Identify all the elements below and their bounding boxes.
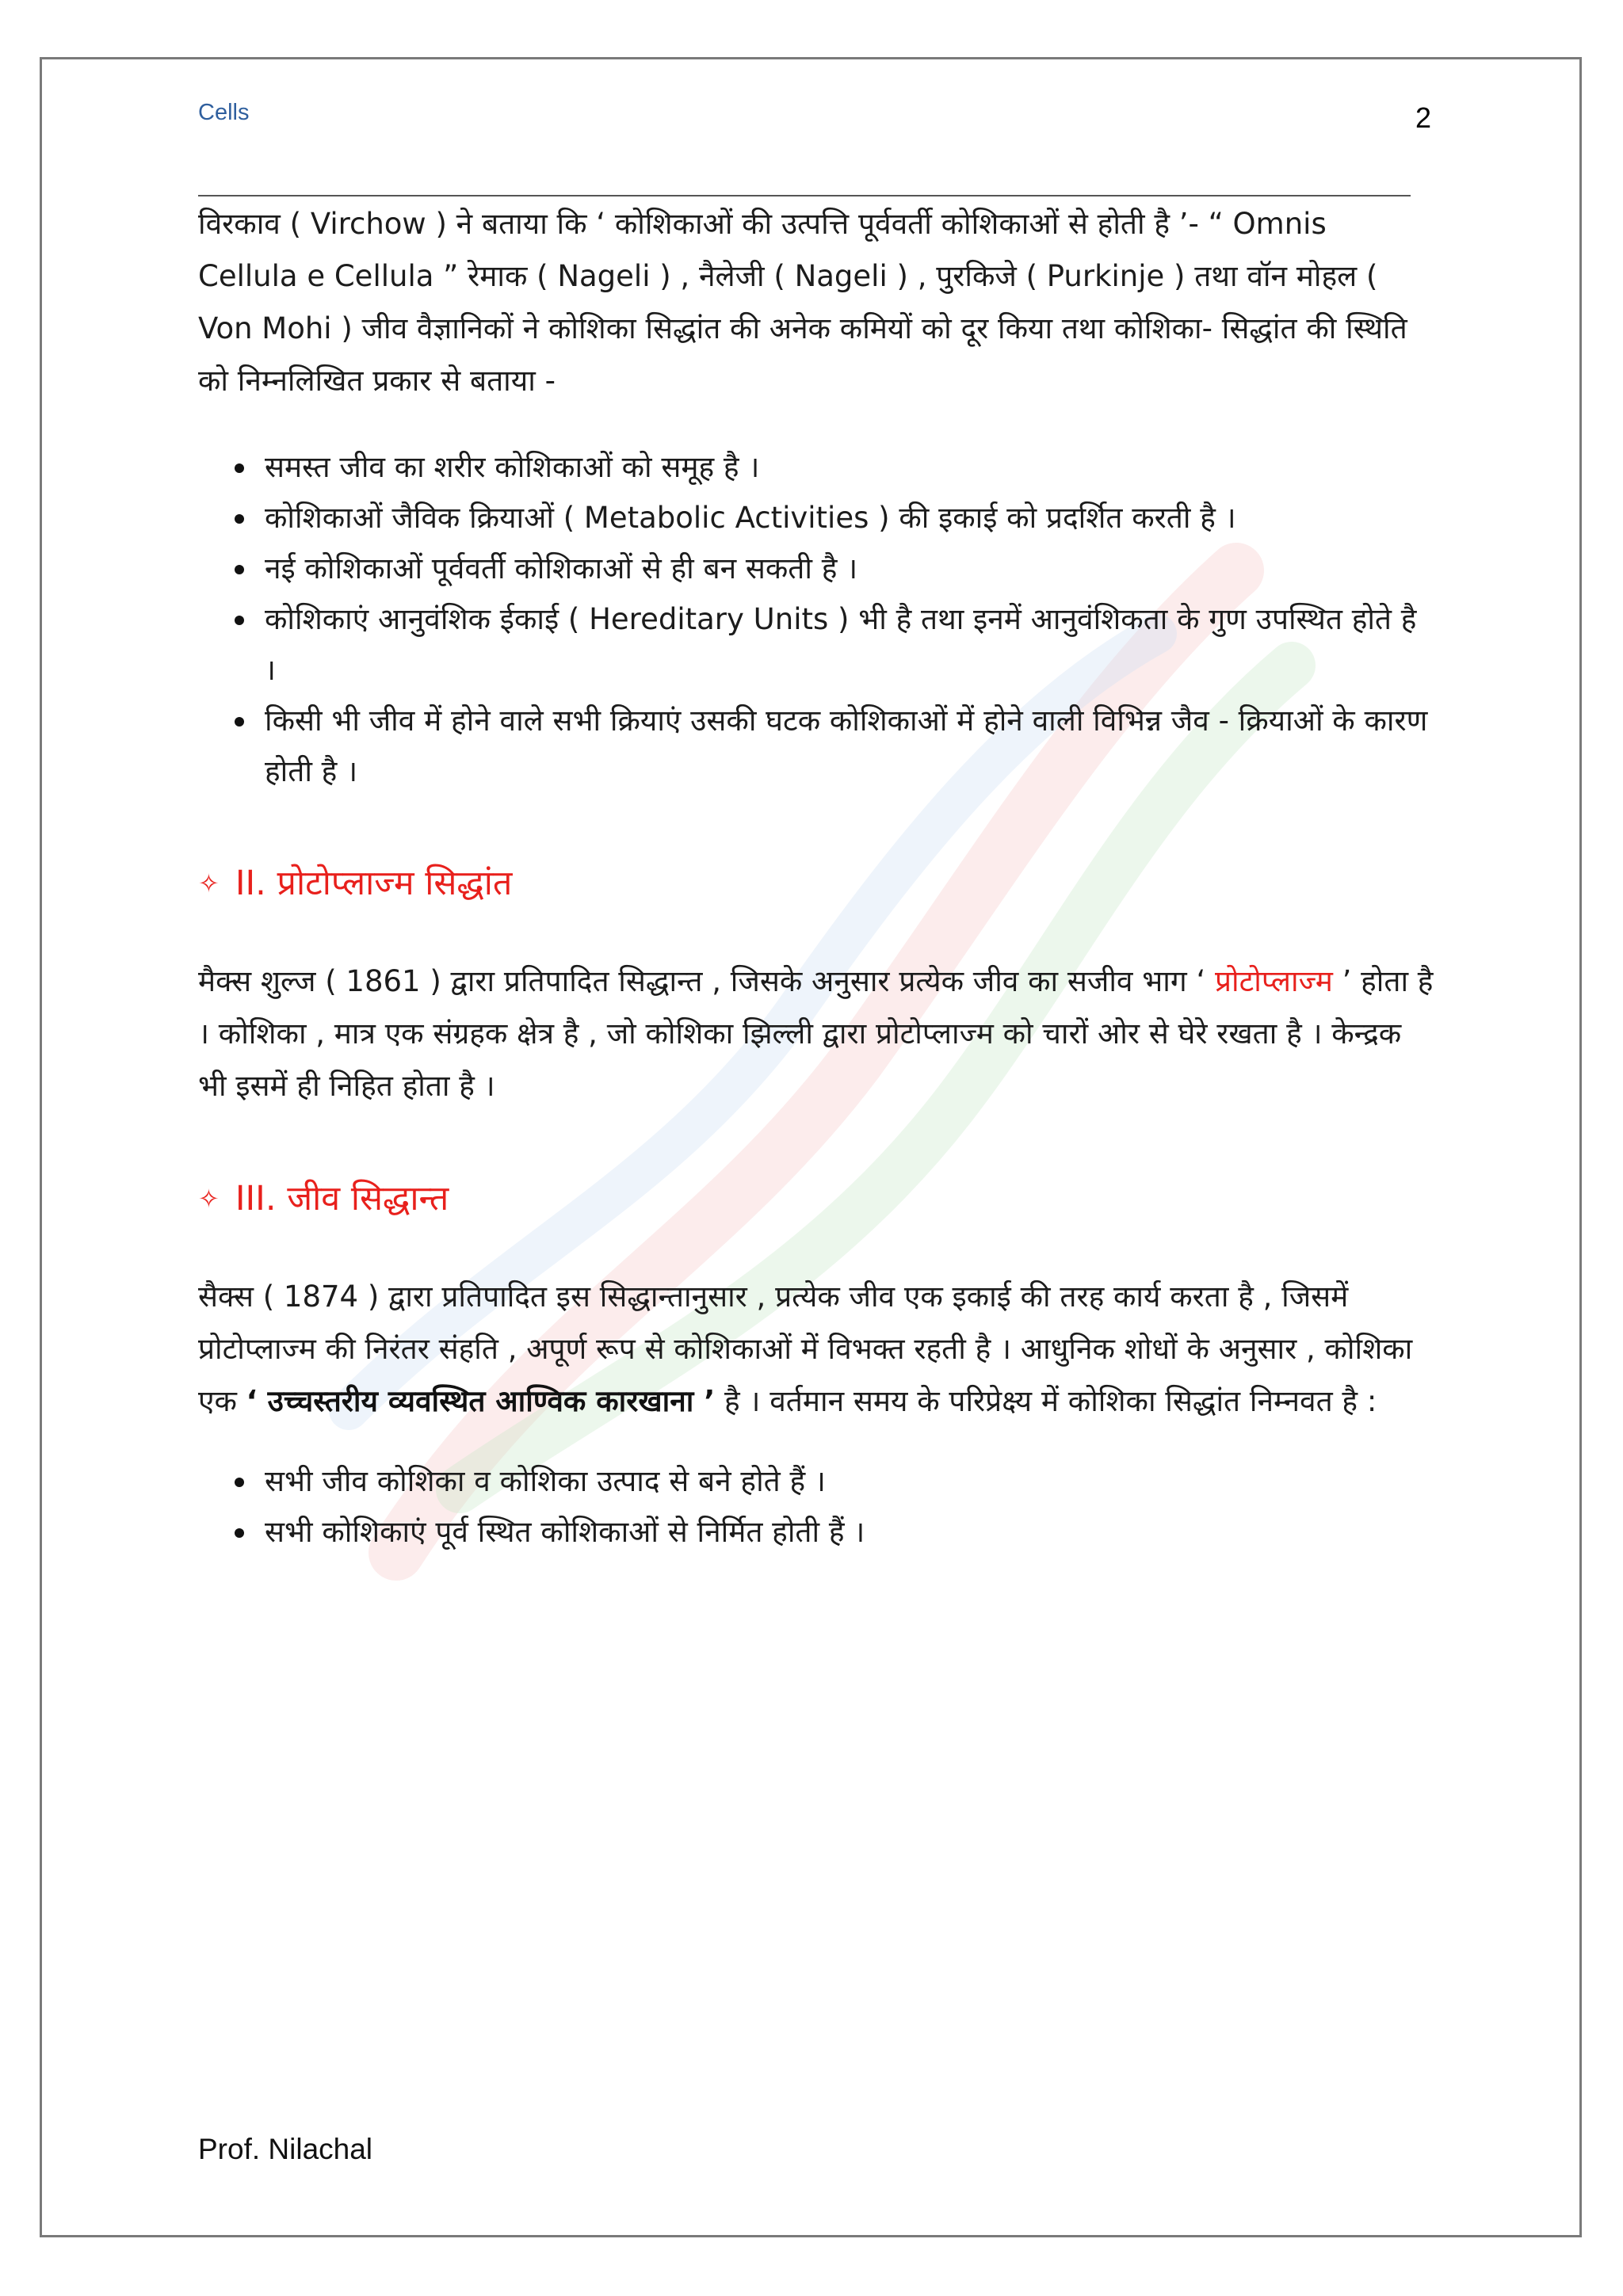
intro-paragraph: विरकाव ( Virchow ) ने बताया कि ‘ कोशिकाओं की उत्पत्ति पूर्ववर्ती कोशिकाओं से होती है ’- “ Omnis Cellula e Cellula ” रेमाक ( Nageli ) , नैलेजी ( Nageli ) , पुरकिजे ( Purkinje ) तथा वॉन मोहल ( Von Mohi ) जीव वैज्ञानिकों ने कोशिका सिद्धांत की अनेक कमियों को दूर किया तथा कोशिका- सिद्धांत की स्थिति को निम्नलिखित प्रकार से बताया - [198, 207, 1407, 398]
bullet-icon [235, 514, 244, 524]
list-item-text: किसी भी जीव में होने वाले सभी क्रियाएं उसकी घटक कोशिकाओं में होने वाली विभिन्न जैव - क्रियाओं के कारण होती है । [265, 704, 1428, 788]
bullet-icon [235, 565, 244, 574]
section-heading-text: II. प्रोटोप्लाज्म सिद्धांत [235, 864, 513, 903]
paragraph-text: ’ होता है । कोशिका , मात्र एक संग्रहक क्षेत्र है , जो कोशिका झिल्ली द्वारा प्रोटोप्लाज्म को चारों ओर से घेरे रखता है । केन्द्रक भी इसमें ही निहित होता है । [198, 964, 1434, 1103]
paragraph-text: मैक्स शुल्ज ( 1861 ) द्वारा प्रतिपादित सिद्धान्त , जिसके अनुसार प्रत्येक जीव का सजीव भाग ‘ [198, 964, 1215, 998]
list-item-text: नई कोशिकाओं पूर्ववर्ती कोशिकाओं से ही बन सकती है । [265, 551, 858, 585]
section-heading-text: III. जीव सिद्धान्त [235, 1179, 449, 1219]
organismal-paragraph [198, 1271, 1434, 1428]
page-number: 2 [1415, 101, 1432, 134]
bold-phrase: ‘ उच्चस्तरीय व्यवस्थित आण्विक कारखाना ’ [246, 1384, 716, 1418]
list-item [198, 594, 1434, 696]
list-item [198, 696, 1434, 797]
bullet-icon [235, 463, 244, 473]
list-item [198, 1456, 1434, 1507]
bullet-icon [235, 717, 244, 727]
diamond-icon: ✧ [198, 868, 220, 898]
page-content [198, 195, 1434, 1558]
list-item-text: समस्त जीव का शरीर कोशिकाओं को समूह है । [265, 450, 760, 484]
list-item-text: कोशिकाओं जैविक क्रियाओं ( Metabolic Activities ) की इकाई को प्रदर्शित करती है । [265, 501, 1236, 535]
cell-theory-list [198, 442, 1434, 797]
list-item [198, 442, 1434, 493]
highlight-term: प्रोटोप्लाज्म [1214, 964, 1333, 998]
bullet-icon [235, 1478, 244, 1487]
header-title: Cells [198, 100, 250, 125]
list-item-text: सभी कोशिकाएं पूर्व स्थित कोशिकाओं से निर्मित होती हैं । [265, 1515, 865, 1549]
list-item-text: कोशिकाएं आनुवंशिक ईकाई ( Hereditary Units ) भी है तथा इनमें आनुवंशिकता के गुण उपस्थित होते है । [265, 602, 1417, 687]
bullet-icon [235, 616, 244, 625]
paragraph-text: है । वर्तमान समय के परिप्रेक्ष्य में कोशिका सिद्धांत निम्नवत है : [715, 1384, 1377, 1418]
list-item-text: सभी जीव कोशिका व कोशिका उत्पाद से बने होते हैं । [265, 1464, 826, 1498]
modern-cell-theory-list [198, 1456, 1434, 1558]
list-item [198, 1507, 1434, 1558]
list-item [198, 543, 1434, 594]
paragraph-text: सैक्स ( 1874 ) द्वारा प्रतिपादित इस सिद्धान्तानुसार , प्रत्येक जीव एक इकाई की तरह कार्य करता है , जिसमें प्रोटोप्लाज्म की निरंतर संहति , अपूर्ण रूप से कोशिकाओं में विभक्त रहती है । आधुनिक शोधों के अनुसार , कोशिका एक [198, 1280, 1413, 1418]
section-heading-organismal [198, 1171, 1434, 1226]
footer-author: Prof. Nilachal [198, 2133, 373, 2165]
diamond-icon: ✧ [198, 1184, 220, 1214]
bullet-icon [235, 1528, 244, 1538]
section-heading-protoplasm [198, 856, 1434, 911]
protoplasm-paragraph [198, 955, 1434, 1112]
list-item [198, 493, 1434, 543]
